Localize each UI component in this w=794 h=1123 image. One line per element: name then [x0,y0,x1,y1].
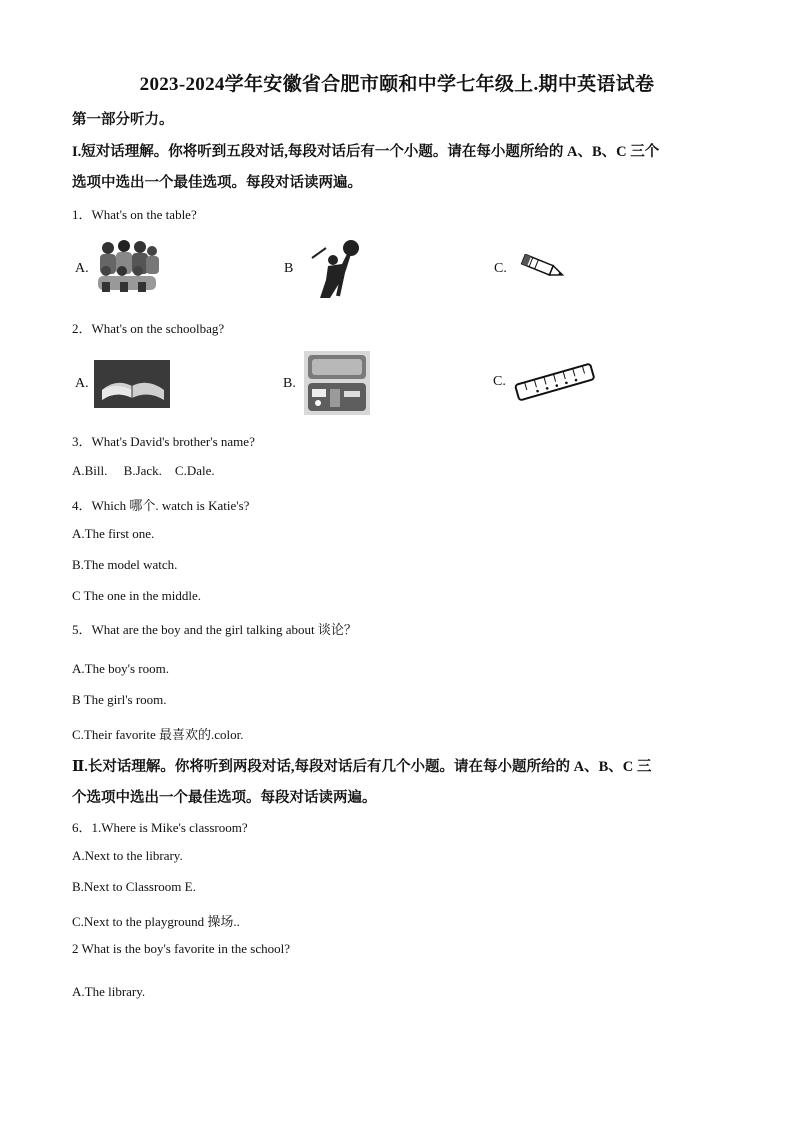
question-5: 5．What are the boy and the girl talking about 谈论？ [72,622,357,637]
q1-option-a-label: A. [75,261,89,276]
ruler-icon [512,360,598,406]
q4-option-c: C The one in the middle. [72,588,202,603]
q4-option-a: A.The first one. [72,526,155,541]
q3-options: A.Bill. B.Jack. C.Dale. [72,463,215,478]
pencil-case-icon [304,351,370,415]
q6-1-option-a: A.Next to the library. [72,848,183,863]
q1-option-b-label: B [284,261,294,276]
q5-option-c: C.Their favorite 最喜欢的.color. [72,727,244,742]
question-6-2: 2 What is the boy's favorite in the school? [72,941,290,956]
q2-option-b-label: B. [283,376,296,391]
section1-instructions-line2: 选项中选出一个最佳选项。每段对话读两遍。 [72,175,362,191]
q6-1-option-b: B.Next to Classroom E. [72,879,196,894]
q6-2-option-a: A.The library. [72,984,146,999]
q2-option-a-label: A. [75,376,89,391]
page-title: 2023-2024学年安徽省合肥市颐和中学七年级上.期中英语试卷 [139,74,655,95]
question-1: 1．What's on the table? [72,207,197,222]
basketball-player-icon [308,238,366,300]
q2-option-c-label: C. [493,374,506,389]
question-3: 3．What's David's brother's name? [72,434,255,449]
open-book-icon [94,360,170,408]
question-2: 2．What's on the schoolbag? [72,321,225,336]
q1-option-c-label: C. [494,261,507,276]
q5-option-b: B The girl's room. [72,692,167,707]
family-photo-icon [94,238,162,294]
q4-option-b: B.The model watch. [72,557,178,572]
section2-instructions-line2: 个选项中选出一个最佳选项。每段对话读两遍。 [72,790,377,806]
q5-option-a: A.The boy's room. [72,661,169,676]
part-heading: 第一部分听力。 [72,112,174,128]
pencil-icon [518,254,568,280]
section1-instructions-line1: I.短对话理解。你将听到五段对话,每段对话后有一个小题。请在每小题所给的 A、B、C 三个 [72,144,660,160]
q6-1-option-c: C.Next to the playground 操场.. [72,914,240,929]
question-6-1: 6．1.Where is Mike's classroom? [72,820,248,835]
section2-instructions-line1: Ⅱ.长对话理解。你将听到两段对话,每段对话后有几个小题。请在每小题所给的 A、B、C 三 [72,759,652,775]
question-4: 4．Which 哪个. watch is Katie's? [72,498,250,513]
